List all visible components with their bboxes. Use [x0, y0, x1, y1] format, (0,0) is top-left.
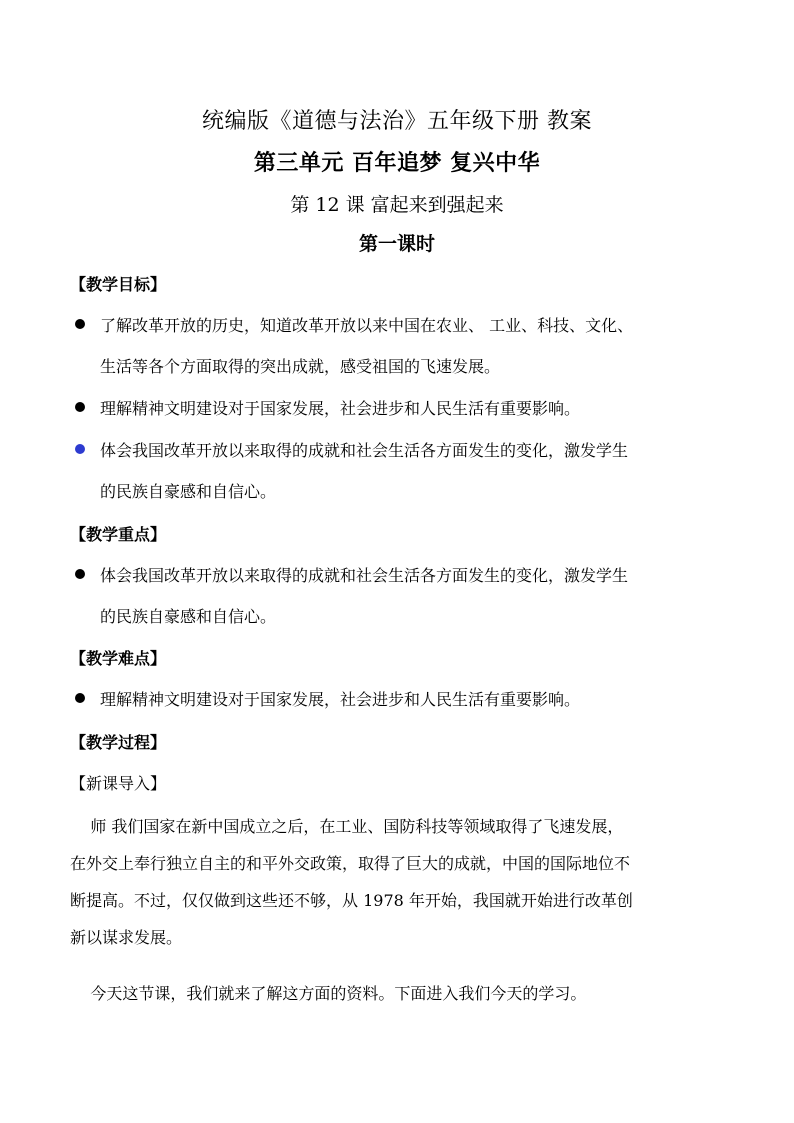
- unit-title: 第三单元 百年追梦 复兴中华: [253, 151, 541, 176]
- bullet-icon: [75, 693, 85, 703]
- objective-line: 理解精神文明建设对于国家发展，社会进步和人民生活有重要影响。: [100, 399, 581, 418]
- closing-paragraph: [70, 975, 750, 1012]
- section-heading-objectives: 【教学目标】: [70, 275, 167, 294]
- bullet-icon: [75, 319, 85, 329]
- key-point-line: 体会我国改革开放以来取得的成就和社会生活各方面发生的变化，激发学生: [100, 566, 629, 585]
- period-title: 第一课时: [358, 233, 435, 255]
- objective-line: 体会我国改革开放以来取得的成就和社会生活各方面发生的变化，激发学生: [100, 441, 629, 460]
- objective-line: 生活等各个方面取得的突出成就，感受祖国的飞速发展。: [100, 357, 501, 376]
- subheading-intro: 【新课导入】: [70, 774, 167, 793]
- lesson-title: 第 12 课 富起来到强起来: [290, 194, 504, 216]
- section-heading-difficulties: 【教学难点】: [70, 649, 167, 668]
- paragraph-line: 断提高。不过，仅仅做到这些还不够，从 1978 年开始，我国就开始进行改革创: [70, 891, 633, 910]
- section-heading-key-points: 【教学重点】: [70, 525, 167, 544]
- paragraph-line: 今天这节课，我们就来了解这方面的资料。下面进入我们今天的学习。: [70, 984, 587, 1003]
- bullet-icon: [75, 444, 85, 454]
- paragraph-line: 师 我们国家在新中国成立之后，在工业、国防科技等领域取得了飞速发展，: [70, 817, 624, 836]
- paragraph-line: 在外交上奉行独立自主的和平外交政策，取得了巨大的成就，中国的国际地位不: [70, 854, 631, 873]
- difficulty-line: 理解精神文明建设对于国家发展，社会进步和人民生活有重要影响。: [100, 690, 581, 709]
- bullet-icon: [75, 569, 85, 579]
- bullet-icon: [75, 402, 85, 412]
- intro-paragraph: [70, 808, 750, 956]
- section-heading-process: 【教学过程】: [70, 733, 167, 752]
- key-point-line: 的民族自豪感和自信心。: [100, 607, 277, 626]
- paragraph-line: 新以谋求发展。: [70, 928, 183, 947]
- objective-line: 了解改革开放的历史，知道改革开放以来中国在农业、 工业、科技、文化、: [100, 316, 634, 335]
- objective-line: 的民族自豪感和自信心。: [100, 482, 277, 501]
- document-title: 统编版《道德与法治》五年级下册 教案: [202, 109, 592, 134]
